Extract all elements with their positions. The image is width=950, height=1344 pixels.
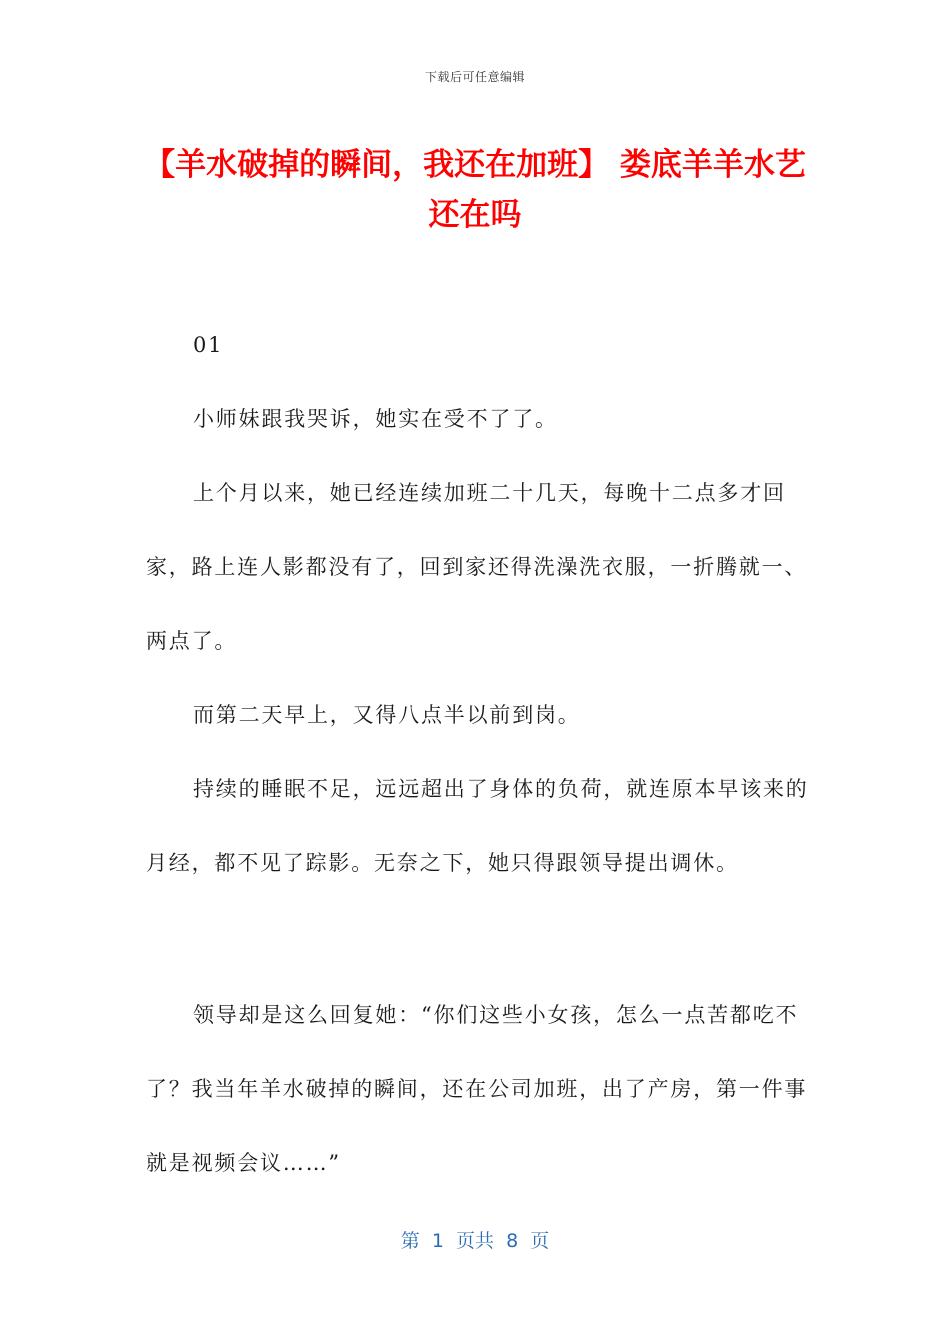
section-number: 01 <box>193 333 224 357</box>
paragraph-1: 小师妹跟我哭诉，她实在受不了了。 <box>193 407 558 431</box>
header-note: 下载后可任意编辑 <box>424 70 525 84</box>
paragraph-2: 上个月以来，她已经连续加班二十几天，每晚十二点多才回家，路上连人影都没有了，回到家还得洗澡洗衣服，一折腾就一、两点了。 <box>146 481 808 653</box>
paragraph-3: 而第二天早上，又得八点半以前到岗。 <box>193 703 581 727</box>
page-footer: 第 1 页共 8 页 <box>400 1230 550 1252</box>
paragraph-5: 领导却是这么回复她：“你们这些小女孩，怎么一点苦都吃不了？我当年羊水破掉的瞬间，还在公司加班，出了产房，第一件事就是视频会议……” <box>146 1003 808 1175</box>
paragraph-4: 持续的睡眠不足，远远超出了身体的负荷，就连原本早该来的月经，都不见了踪影。无奈之下，她只得跟领导提出调休。 <box>146 777 809 875</box>
document-title: 【羊水破掉的瞬间，我还在加班】 娄底羊羊水艺还在吗 <box>144 147 806 233</box>
